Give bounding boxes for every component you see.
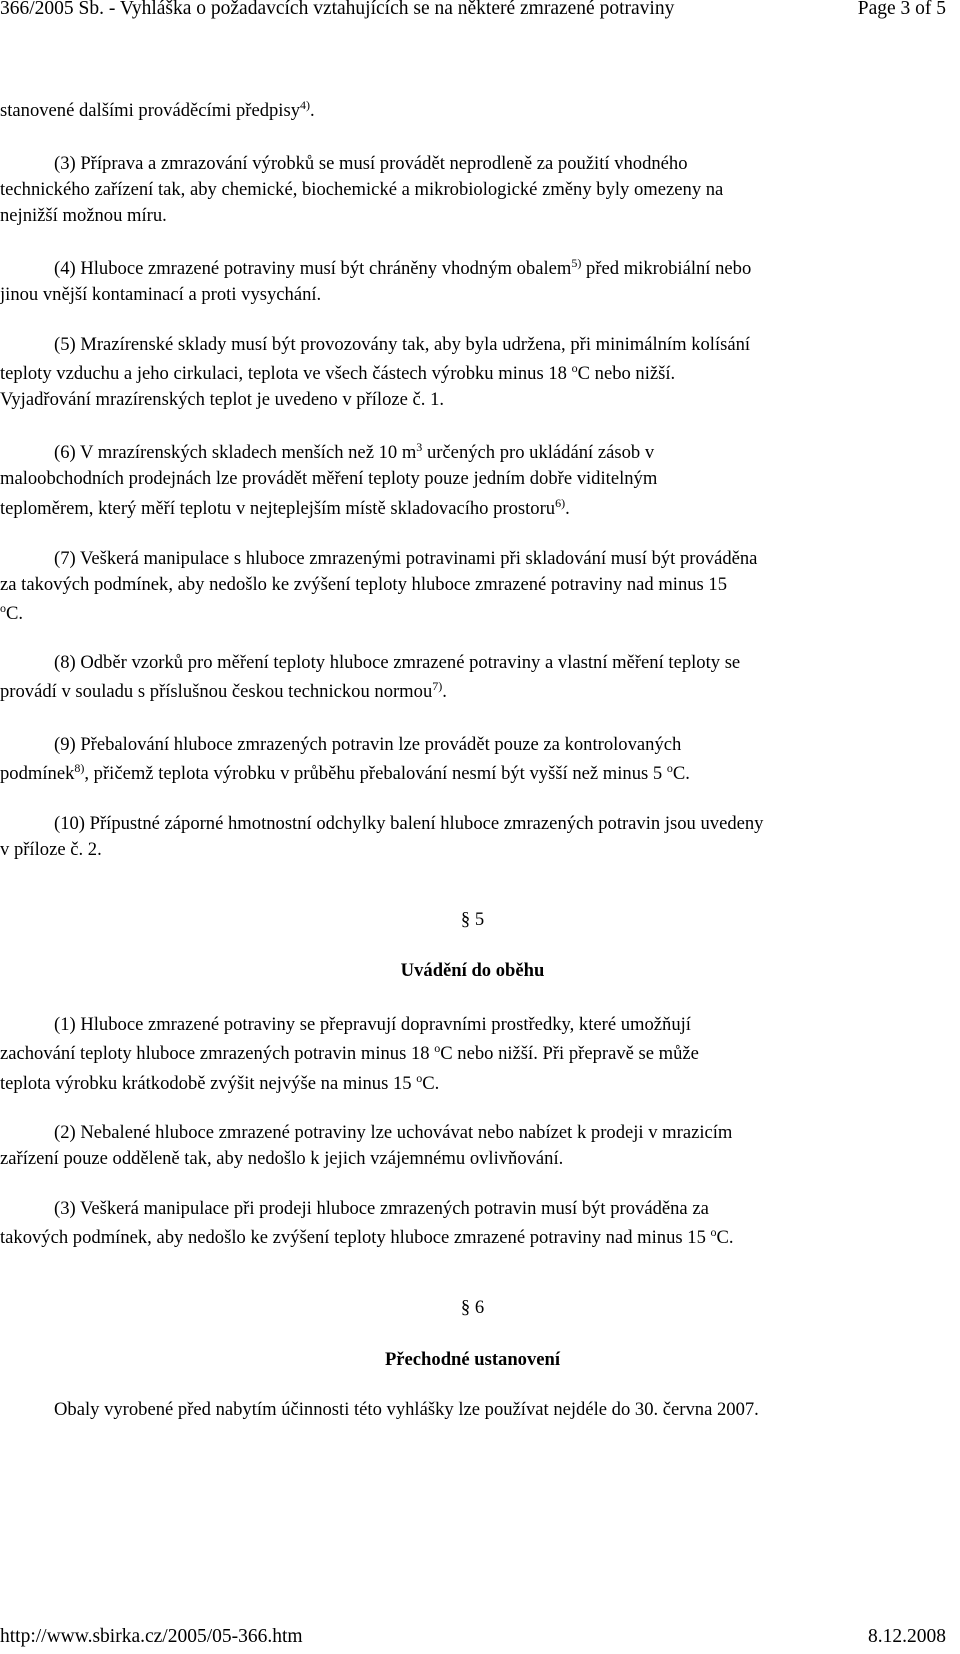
paragraph-7: (7) Veškerá manipulace s hluboce zmrazenými potravinami při skladování musí být prováděna za takových podmínek, aby nedošlo ke zvýšení teploty hluboce zmrazené potraviny nad minus 15 $^o$C. bbox=[0, 548, 758, 624]
section-5-title: Uvádění do oběhu bbox=[400, 960, 545, 981]
paragraph-9: (9) Přebalování hluboce zmrazených potravin lze provádět pouze za kontrolovaných podmínek$^{8)}$, přičemž teplota výrobku v průběhu přebalování nesmí být vyšší než minus 5 $^o$C. bbox=[0, 734, 690, 784]
section-5-number: § 5 bbox=[460, 909, 485, 930]
paragraph-8: (8) Odběr vzorků pro měření teploty hluboce zmrazené potraviny a vlastní měření teploty se provádí v souladu s příslušnou českou technickou normou$^{7)}$. bbox=[0, 652, 741, 702]
paragraph-4: (4) Hluboce zmrazené potraviny musí být chráněny vhodným obalem$^{5)}$ před mikrobiální nebo jinou vnější kontaminací a proti vysychání. bbox=[0, 256, 752, 305]
section-6-paragraph-1: Obaly vyrobené před nabytím účinnosti této vyhlášky lze používat nejdéle do 30. června 2007. bbox=[54, 1399, 759, 1420]
paragraph-continuation: stanovené dalšími prováděcími předpisy$^{4)}$. bbox=[0, 98, 315, 121]
page-indicator: Page 3 of 5 bbox=[857, 0, 946, 19]
section-5-paragraph-1: (1) Hluboce zmrazené potraviny se přepravují dopravními prostředky, které umožňují zachování teploty hluboce zmrazených potravin minus 18 $^o$C nebo nižší. Při přepravě se může teplota výrobku krátkodobě zvýšit nejvýše na minus 15 $^o$C. bbox=[0, 1014, 699, 1094]
section-5-paragraph-3: (3) Veškerá manipulace při prodeji hluboce zmrazených potravin musí být prováděna za takových podmínek, aby nedošlo ke zvýšení teploty hluboce zmrazené potraviny nad minus 15 $^o$C. bbox=[0, 1198, 734, 1248]
section-6-number: § 6 bbox=[460, 1297, 485, 1318]
footer-url: http://www.sbirka.cz/2005/05-366.htm bbox=[0, 1626, 303, 1647]
paragraph-3: (3) Příprava a zmrazování výrobků se musí provádět neprodleně za použití vhodného technického zařízení tak, aby chemické, biochemické a mikrobiologické změny byly omezeny na nejnižší možnou míru. bbox=[0, 153, 724, 226]
section-5-paragraph-2: (2) Nebalené hluboce zmrazené potraviny lze uchovávat nebo nabízet k prodeji v mrazicím zařízení pouze odděleně tak, aby nedošlo k jejich vzájemnému ovlivňování. bbox=[0, 1122, 733, 1169]
footer-date: 8.12.2008 bbox=[868, 1626, 946, 1647]
paragraph-5: (5) Mrazírenské sklady musí být provozovány tak, aby byla udržena, při minimálním kolísání teploty vzduchu a jeho cirkulaci, teplota ve všech částech výrobku minus 18 $^o$C nebo nižší. Vyjadřování mrazírenských teplot je uvedeno v příloze č. 1. bbox=[0, 334, 751, 410]
paragraph-6: (6) V mrazírenských skladech menších než 10 $m^3$ určených pro ukládání zásob v maloobchodních prodejnách lze provádět měření teploty pouze jedním dobře viditelným teploměrem, který měří teplotu v nejteplejším místě skladovacího prostoru$^{6)}$. bbox=[0, 440, 658, 519]
section-6-title: Přechodné ustanovení bbox=[384, 1349, 561, 1370]
paragraph-10: (10) Přípustné záporné hmotnostní odchylky balení hluboce zmrazených potravin jsou uvedeny v příloze č. 2. bbox=[0, 813, 764, 860]
document-title: 366/2005 Sb. - Vyhláška o požadavcích vztahujících se na některé zmrazené potraviny bbox=[0, 0, 675, 19]
